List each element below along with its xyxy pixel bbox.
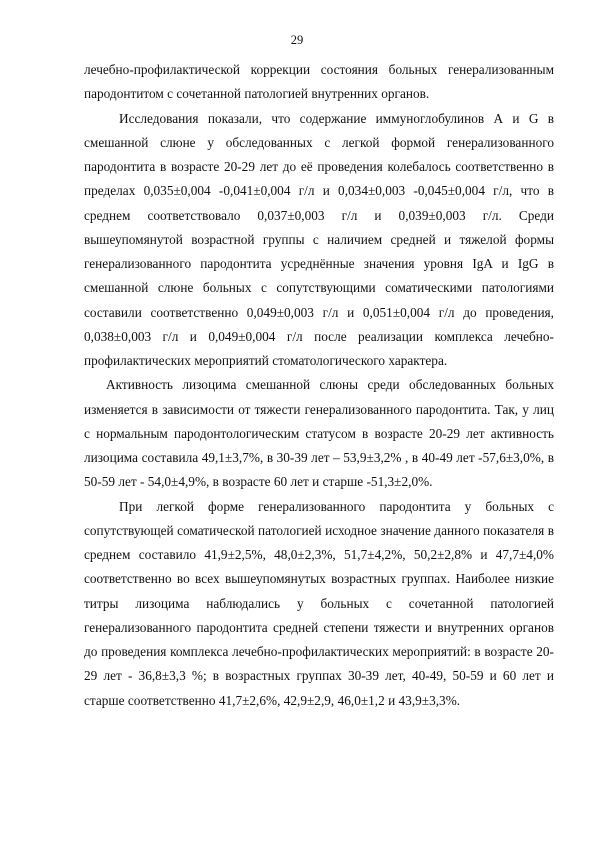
paragraph-continuation: лечебно-профилактической коррекции состояния больных генерализованным пародонтитом с сочетанной патологией внутренних органов. [84, 62, 554, 102]
document-body [84, 58, 554, 713]
paragraph-immunoglobulins: Исследования показали, что содержание иммуноглобулинов А и G в смешанной слюне у обследованных с легкой формой генерализованного пародонтита в возрасте 20-29 лет до её проведения колебалось соответственно в пределах 0,035±0,004 -0,041±0,004 г/л и 0,034±0,003 -0,045±0,004 г/л, что в среднем соответствовало 0,037±0,003 г/л и 0,039±0,003 г/л. Среди вышеупомянутой возрастной группы с наличием средней и тяжелой формы генерализованного пародонтита усреднённые значения уровня IgA и IgG в смешанной слюне больных с сопутствующими соматическими патологиями составили соответственно 0,049±0,003 г/л и 0,051±0,004 г/л до проведения, 0,038±0,003 г/л и 0,049±0,004 г/л после реализации комплекса лечебно-профилактических мероприятий стоматологического характера. [84, 110, 554, 368]
page-number: 29 [290, 33, 304, 47]
paragraph-lysozyme-activity: Активность лизоцима смешанной слюны среди обследованных больных изменяется в зависимости от тяжести генерализованного пародонтита. Так, у лиц с нормальным пародонтологическим статусом в возрасте 20-29 лет активность лизоцима составила 49,1±3,7%, в 30-39 лет – 53,9±3,2% , в 40-49 лет -57,6±3,0%, в 50-59 лет - 54,0±4,9%, в возрасте 60 лет и старше -51,3±2,0%. [84, 377, 554, 490]
paragraph-mild-form: При легкой форме генерализованного пародонтита у больных с сопутствующей соматической патологией исходное значение данного показателя в среднем составило 41,9±2,5%, 48,0±2,3%, 51,7±4,2%, 50,2±2,8% и 47,7±4,0% соответственно во всех вышеупомянутых возрастных группах. Наиболее низкие титры лизоцима наблюдались у больных с сочетанной патологией генерализованного пародонтита средней степени тяжести и внутренних органов до проведения комплекса лечебно-профилактических мероприятий: в возрасте 20-29 лет - 36,8±3,3 %; в возрастных группах 30-39 лет, 40-49, 50-59 и 60 лет и старше соответственно 41,7±2,6%, 42,9±2,9, 46,0±1,2 и 43,9±3,3%. [84, 498, 554, 708]
